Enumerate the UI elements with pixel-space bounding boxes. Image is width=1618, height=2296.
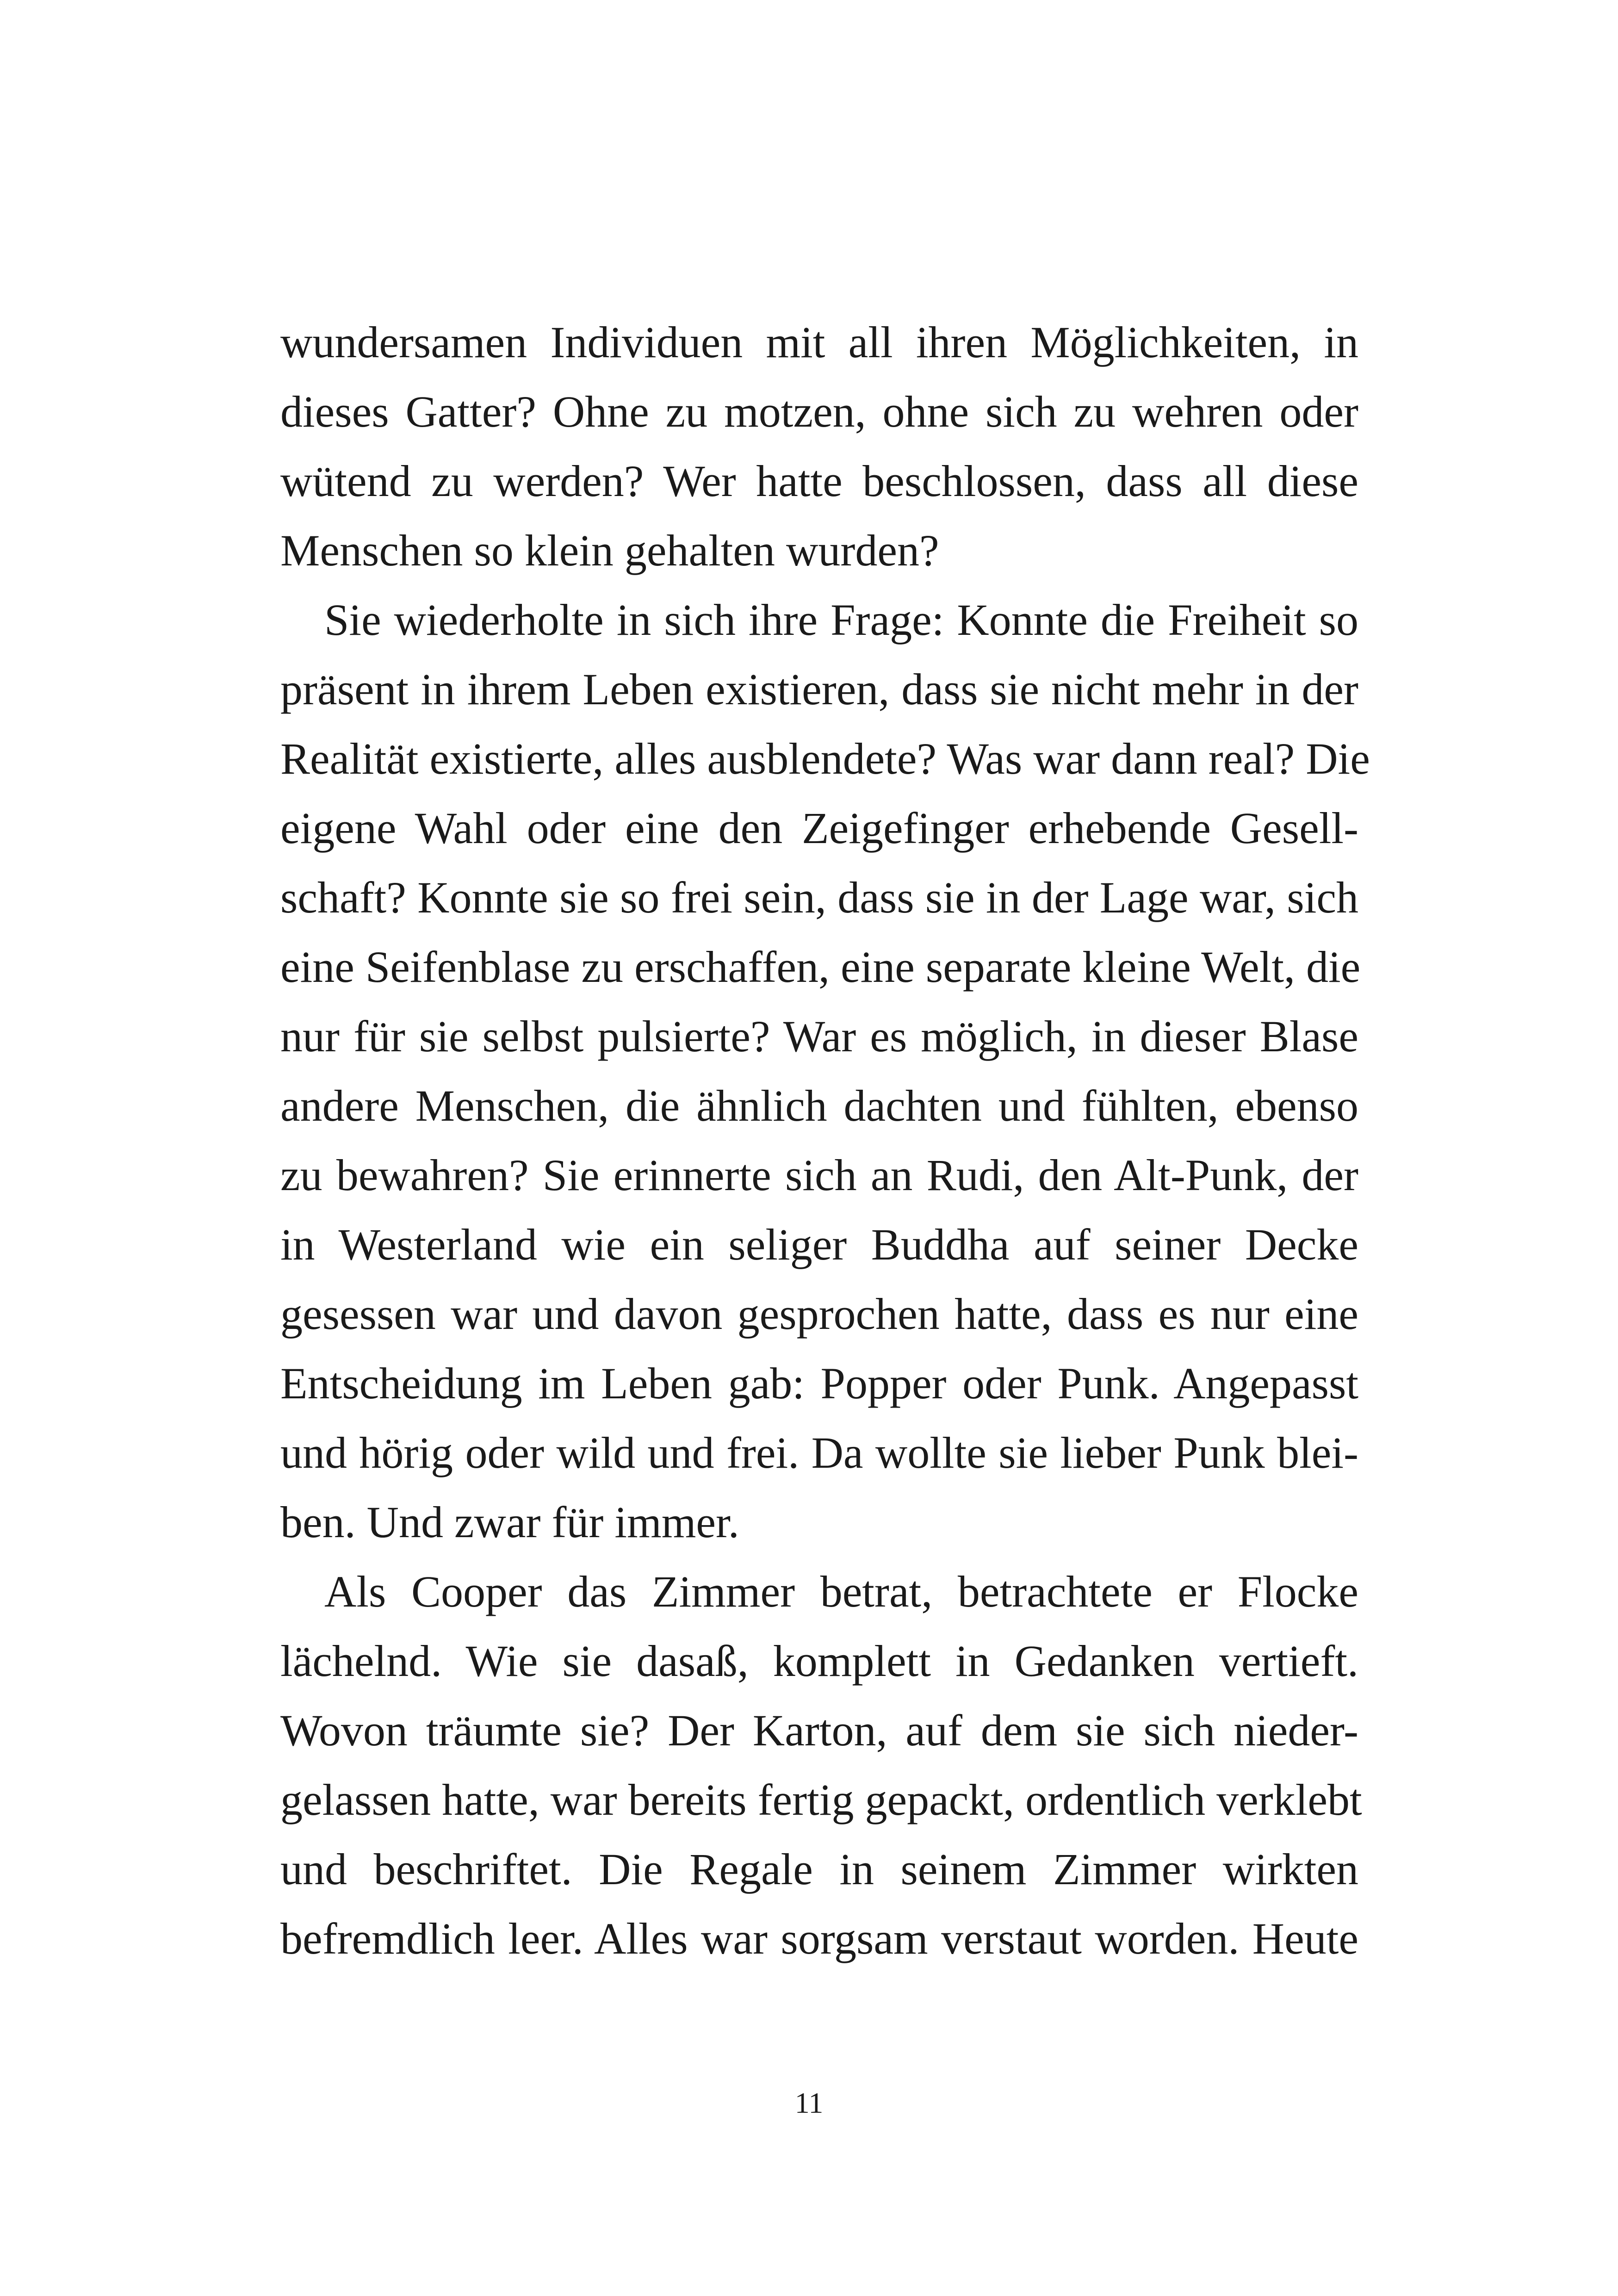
text-line: schaft? Konnte sie so frei sein, dass sie in der Lage war, sich <box>280 873 1358 922</box>
text-line: Wovon träumte sie? Der Karton, auf dem sie sich nieder- <box>280 1706 1358 1755</box>
text-line: Sie wiederholte in sich ihre Frage: Konnte die Freiheit so <box>324 595 1358 645</box>
text-line: ben. Und zwar für immer. <box>280 1497 739 1547</box>
text-line: nur für sie selbst pulsierte? War es möglich, in dieser Blase <box>280 1011 1358 1061</box>
text-line: Als Cooper das Zimmer betrat, betrachtete er Flocke <box>324 1567 1358 1616</box>
text-line: Entscheidung im Leben gab: Popper oder Punk. Angepasst <box>280 1359 1358 1408</box>
text-line: eigene Wahl oder eine den Zeigefinger erhebende Gesell- <box>280 803 1358 853</box>
text-line: und hörig oder wild und frei. Da wollte sie lieber Punk blei- <box>280 1428 1358 1477</box>
text-line: in Westerland wie ein seliger Buddha auf seiner Decke <box>280 1220 1358 1269</box>
text-line: befremdlich leer. Alles war sorgsam verstaut worden. Heute <box>280 1914 1358 1963</box>
text-line: präsent in ihrem Leben existieren, dass sie nicht mehr in der <box>280 664 1358 714</box>
text-line: eine Seifenblase zu erschaffen, eine separate kleine Welt, die <box>280 942 1361 992</box>
text-line: gelassen hatte, war bereits fertig gepackt, ordentlich verklebt <box>280 1775 1362 1824</box>
text-line: andere Menschen, die ähnlich dachten und fühlten, ebenso <box>280 1081 1358 1130</box>
text-line: wundersamen Individuen mit all ihren Möglichkeiten, in <box>280 317 1358 367</box>
page-number: 11 <box>794 2086 824 2119</box>
text-line: wütend zu werden? Wer hatte beschlossen, dass all diese <box>280 456 1358 506</box>
text-line: gesessen war und davon gesprochen hatte, dass es nur eine <box>280 1289 1358 1339</box>
text-line: Realität existierte, alles ausblendete? Was war dann real? Die <box>280 734 1370 783</box>
text-line: dieses Gatter? Ohne zu motzen, ohne sich zu wehren oder <box>280 387 1358 436</box>
text-line: und beschriftet. Die Regale in seinem Zimmer wirkten <box>280 1844 1358 1894</box>
text-line: Menschen so klein gehalten wurden? <box>280 526 939 575</box>
text-line: lächelnd. Wie sie dasaß, komplett in Gedanken vertieft. <box>280 1636 1358 1686</box>
text-line: zu bewahren? Sie erinnerte sich an Rudi, den Alt-Punk, der <box>280 1150 1358 1200</box>
body-text <box>280 308 1370 1973</box>
